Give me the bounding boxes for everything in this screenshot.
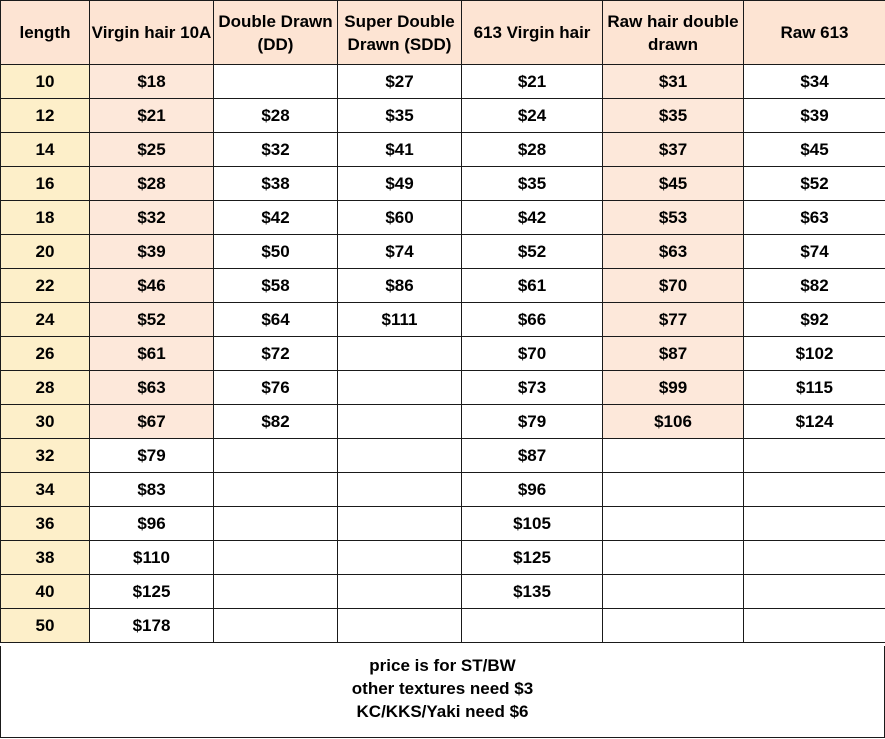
- price-cell: $66: [462, 303, 603, 337]
- note-line: KC/KKS/Yaki need $6: [356, 702, 529, 721]
- price-cell: [744, 473, 885, 507]
- price-cell: $28: [462, 133, 603, 167]
- note-line: other textures need $3: [351, 679, 534, 698]
- price-cell: $58: [214, 269, 338, 303]
- length-cell: 34: [1, 473, 90, 507]
- price-cell: $50: [214, 235, 338, 269]
- price-cell: $86: [338, 269, 462, 303]
- price-cell: $125: [90, 575, 214, 609]
- length-cell: 50: [1, 609, 90, 643]
- price-cell: $37: [603, 133, 744, 167]
- price-cell: $74: [744, 235, 885, 269]
- price-cell: $63: [744, 201, 885, 235]
- price-cell: $63: [90, 371, 214, 405]
- price-cell: $52: [462, 235, 603, 269]
- table-row: [1, 439, 885, 473]
- price-cell: $96: [462, 473, 603, 507]
- table-row: [1, 371, 885, 405]
- price-cell: $60: [338, 201, 462, 235]
- price-cell: $70: [603, 269, 744, 303]
- table-row: [1, 541, 885, 575]
- price-cell: $49: [338, 167, 462, 201]
- price-cell: $79: [462, 405, 603, 439]
- price-cell: $105: [462, 507, 603, 541]
- price-cell: $45: [603, 167, 744, 201]
- price-cell: [338, 405, 462, 439]
- price-cell: [603, 439, 744, 473]
- price-cell: [338, 541, 462, 575]
- length-cell: 38: [1, 541, 90, 575]
- price-cell: $34: [744, 65, 885, 99]
- price-cell: [214, 65, 338, 99]
- length-cell: 28: [1, 371, 90, 405]
- price-cell: [214, 473, 338, 507]
- price-cell: $82: [744, 269, 885, 303]
- length-cell: 10: [1, 65, 90, 99]
- price-cell: [338, 439, 462, 473]
- price-cell: $28: [214, 99, 338, 133]
- price-cell: $27: [338, 65, 462, 99]
- length-cell: 40: [1, 575, 90, 609]
- price-cell: $32: [90, 201, 214, 235]
- length-cell: 22: [1, 269, 90, 303]
- price-cell: [462, 609, 603, 643]
- length-cell: 32: [1, 439, 90, 473]
- length-cell: 26: [1, 337, 90, 371]
- price-cell: $115: [744, 371, 885, 405]
- price-cell: $21: [90, 99, 214, 133]
- table-row: [1, 269, 885, 303]
- price-cell: $87: [462, 439, 603, 473]
- price-cell: [603, 609, 744, 643]
- price-cell: [214, 439, 338, 473]
- price-cell: $61: [90, 337, 214, 371]
- price-cell: $63: [603, 235, 744, 269]
- length-cell: 12: [1, 99, 90, 133]
- table-row: [1, 201, 885, 235]
- length-cell: 36: [1, 507, 90, 541]
- price-cell: $67: [90, 405, 214, 439]
- price-cell: [214, 541, 338, 575]
- price-cell: $64: [214, 303, 338, 337]
- table-row: [1, 235, 885, 269]
- table-row: [1, 609, 885, 643]
- price-cell: $110: [90, 541, 214, 575]
- price-cell: [338, 609, 462, 643]
- table-row: [1, 575, 885, 609]
- price-cell: $25: [90, 133, 214, 167]
- price-cell: $135: [462, 575, 603, 609]
- note-line: price is for ST/BW: [369, 656, 516, 675]
- header-613-virgin-hair: 613 Virgin hair: [462, 1, 603, 65]
- price-cell: [214, 609, 338, 643]
- price-cell: [338, 473, 462, 507]
- price-cell: [338, 507, 462, 541]
- price-cell: $76: [214, 371, 338, 405]
- price-cell: $18: [90, 65, 214, 99]
- price-cell: $106: [603, 405, 744, 439]
- price-cell: [603, 575, 744, 609]
- price-cell: $52: [90, 303, 214, 337]
- price-cell: $41: [338, 133, 462, 167]
- price-cell: [603, 507, 744, 541]
- price-cell: $52: [744, 167, 885, 201]
- price-cell: $77: [603, 303, 744, 337]
- length-cell: 18: [1, 201, 90, 235]
- price-cell: $31: [603, 65, 744, 99]
- price-cell: $21: [462, 65, 603, 99]
- price-cell: $42: [462, 201, 603, 235]
- price-cell: $61: [462, 269, 603, 303]
- price-cell: [338, 337, 462, 371]
- price-cell: [744, 507, 885, 541]
- price-cell: $45: [744, 133, 885, 167]
- length-cell: 24: [1, 303, 90, 337]
- price-cell: $42: [214, 201, 338, 235]
- price-cell: [214, 575, 338, 609]
- price-cell: $74: [338, 235, 462, 269]
- price-cell: $35: [462, 167, 603, 201]
- length-cell: 16: [1, 167, 90, 201]
- price-cell: $35: [603, 99, 744, 133]
- price-cell: $83: [90, 473, 214, 507]
- table-row: [1, 507, 885, 541]
- price-cell: $102: [744, 337, 885, 371]
- table-body: [1, 65, 885, 643]
- length-cell: 30: [1, 405, 90, 439]
- price-cell: $53: [603, 201, 744, 235]
- price-cell: [603, 541, 744, 575]
- price-cell: $28: [90, 167, 214, 201]
- price-cell: [744, 575, 885, 609]
- table-row: [1, 337, 885, 371]
- price-cell: [744, 439, 885, 473]
- price-cell: $96: [90, 507, 214, 541]
- price-cell: $73: [462, 371, 603, 405]
- table-row: [1, 167, 885, 201]
- pricing-notes: [0, 646, 885, 738]
- price-cell: [214, 507, 338, 541]
- header-super-double-drawn: Super Double Drawn (SDD): [338, 1, 462, 65]
- price-cell: $178: [90, 609, 214, 643]
- table-row: [1, 473, 885, 507]
- price-cell: $92: [744, 303, 885, 337]
- price-cell: [338, 371, 462, 405]
- price-cell: [338, 575, 462, 609]
- price-cell: [603, 473, 744, 507]
- table-row: [1, 65, 885, 99]
- price-cell: $87: [603, 337, 744, 371]
- header-raw-hair-double-drawn: Raw hair double drawn: [603, 1, 744, 65]
- price-cell: $72: [214, 337, 338, 371]
- table-row: [1, 99, 885, 133]
- price-cell: $124: [744, 405, 885, 439]
- price-cell: $32: [214, 133, 338, 167]
- table-row: [1, 303, 885, 337]
- header-row: [1, 1, 885, 65]
- price-cell: $38: [214, 167, 338, 201]
- price-cell: $82: [214, 405, 338, 439]
- price-cell: $46: [90, 269, 214, 303]
- header-virgin-hair-10a: Virgin hair 10A: [90, 1, 214, 65]
- price-cell: $79: [90, 439, 214, 473]
- length-cell: 14: [1, 133, 90, 167]
- price-cell: [744, 609, 885, 643]
- price-cell: $24: [462, 99, 603, 133]
- price-cell: $39: [90, 235, 214, 269]
- header-length: length: [1, 1, 90, 65]
- price-cell: [744, 541, 885, 575]
- header-raw-613: Raw 613: [744, 1, 885, 65]
- table-row: [1, 133, 885, 167]
- price-cell: $125: [462, 541, 603, 575]
- price-cell: $111: [338, 303, 462, 337]
- length-cell: 20: [1, 235, 90, 269]
- header-double-drawn: Double Drawn (DD): [214, 1, 338, 65]
- price-cell: $39: [744, 99, 885, 133]
- table-row: [1, 405, 885, 439]
- price-cell: $99: [603, 371, 744, 405]
- price-cell: $35: [338, 99, 462, 133]
- price-cell: $70: [462, 337, 603, 371]
